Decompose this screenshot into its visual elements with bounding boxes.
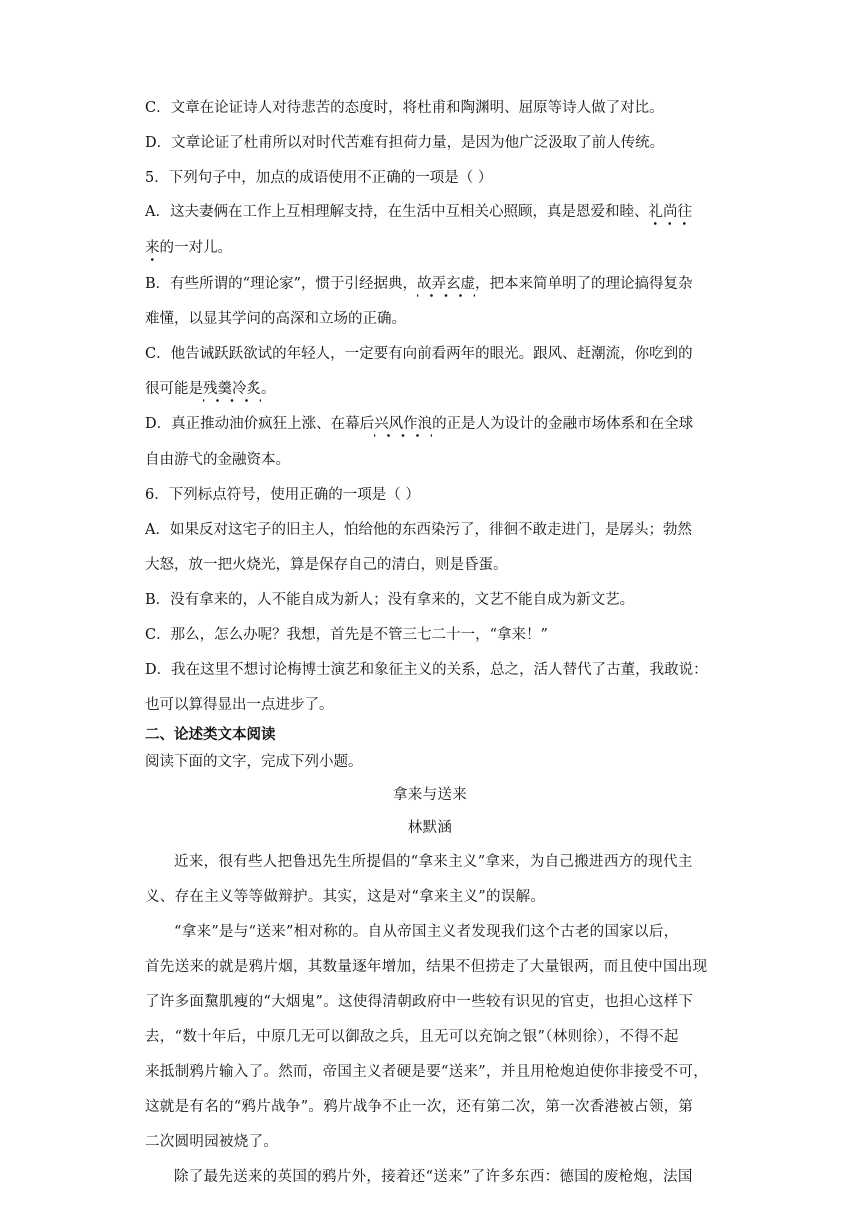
reading-instruction: 阅读下面的文字，完成下列小题。: [145, 754, 363, 770]
section-heading: 二、论述类文本阅读: [145, 727, 276, 743]
option-d-text: D．文章论证了杜甫所以对时代苦难有担荷力量，是因为他广泛汲取了前人传统。: [145, 135, 665, 151]
q5-option-a-idiom-end: 来: [145, 240, 160, 256]
q5-option-b-text: B．有些所谓的“理论家”，惯于引经据典，: [145, 276, 417, 292]
article-paragraph-2-line-5: 来抵制鸦片输入了。然而，帝国主义者硬是要“送来”，并且用枪炮迫使你非接受不可，: [145, 1064, 709, 1080]
q6-option-d: D．我在这里不想讨论梅博士演艺和象征主义的关系，总之，活人替代了古董，我敢说：: [145, 662, 708, 678]
article-paragraph-1-cont: 义、存在主义等等做辩护。其实，这是对“拿来主义”的误解。: [145, 889, 546, 905]
article-paragraph-3: 除了最先送来的英国的鸦片外，接着还“送来”了许多东西：德国的废枪炮，法国: [174, 1169, 693, 1185]
q5-option-b-idiom: 故弄玄虚: [416, 276, 475, 292]
option-c-text: C．文章在论证诗人对待悲苦的态度时，将杜甫和陶渊明、屈原等诗人做了对比。: [145, 100, 664, 116]
q5-option-a-text: A．这夫妻俩在工作上互相理解支持，在生活中互相关心照顾，真是恩爱和睦、: [145, 204, 649, 220]
q5-option-c-text: 很可能是: [145, 381, 203, 397]
question-5: 5．下列句子中，加点的成语使用不正确的一项是（ ）: [145, 170, 493, 186]
article-paragraph-2: “拿来”是与“送来”相对称的。自从帝国主义者发现我们这个古老的国家以后，: [174, 924, 679, 940]
question-6: 6．下列标点符号，使用正确的一项是（ ）: [145, 487, 420, 503]
q5-option-c: C．他告诫跃跃欲试的年轻人，一定要有向前看两年的眼光。跟风、赶潮流，你吃到的: [145, 346, 693, 362]
q5-option-d-tail: 的正是人为设计的金融市场体系和在全球: [432, 416, 694, 432]
q5-option-d-cont: 自由游弋的金融资本。: [145, 452, 290, 468]
q5-option-a-cont: [145, 238, 232, 258]
q5-option-c-tail: 。: [261, 381, 276, 397]
q6-option-d-cont: 也可以算得显出一点进步了。: [145, 697, 334, 713]
q6-option-b: B．没有拿来的，人不能自成为新人；没有拿来的，文艺不能自成为新文艺。: [145, 592, 635, 608]
q5-option-b: [145, 274, 692, 294]
q5-option-d-idiom: 兴风作浪: [374, 416, 433, 432]
q5-option-c-idiom: 残羹冷炙: [203, 381, 261, 397]
article-paragraph-2-line-6: 这就是有名的“鸦片战争”。鸦片战争不止一次，还有第二次，第一次香港被占领，第: [145, 1099, 694, 1115]
q6-option-a-cont: 大怒，放一把火烧光，算是保存自己的清白，则是昏蛋。: [145, 557, 508, 573]
q5-option-a-idiom: 礼尚往: [648, 204, 692, 220]
q5-option-a-tail: 的一对儿。: [159, 240, 232, 256]
q6-option-a: A．如果反对这宅子的旧主人，怕给他的东西染污了，徘徊不敢走进门，是孱头；勃然: [145, 522, 692, 538]
article-paragraph-1: 近来，很有些人把鲁迅先生所提倡的“拿来主义”拿来，为自己搬进西方的现代主: [174, 854, 693, 870]
q5-option-d-text: D．真正推动油价疯狂上涨、在幕后: [145, 416, 375, 432]
q5-option-b-cont: 难懂，以显其学问的高深和立场的正确。: [145, 311, 406, 327]
q5-option-a: [145, 202, 692, 222]
q5-option-d: [145, 414, 693, 434]
q5-option-b-tail: ，把本来简单明了的理论搞得复杂: [474, 276, 693, 292]
article-paragraph-2-line-4: 去，“数十年后，中原几无可以御敌之兵，且无可以充饷之银”（林则徐），不得不起: [145, 1029, 679, 1045]
article-paragraph-2-line-3: 了许多面黧肌瘦的“大烟鬼”。这使得清朝政府中一些较有识见的官吏，也担心这样下: [145, 994, 694, 1010]
article-paragraph-2-line-2: 首先送来的就是鸦片烟，其数量逐年增加，结果不但捞走了大量银两，而且使中国出现: [145, 959, 708, 975]
article-paragraph-2-line-7: 二次圆明园被烧了。: [145, 1134, 279, 1150]
q6-option-c: C．那么，怎么办呢？我想，首先是不管三七二十一，“拿来！”: [145, 627, 548, 643]
article-title: 拿来与送来: [393, 787, 467, 803]
article-author: 林默涵: [407, 820, 453, 836]
q5-option-c-cont: [145, 379, 276, 399]
